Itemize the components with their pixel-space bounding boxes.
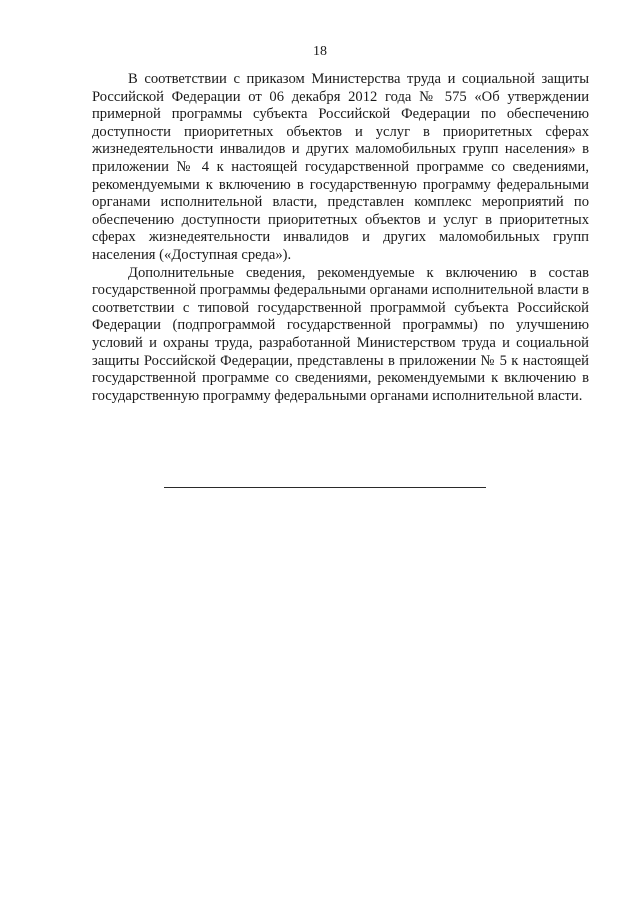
document-body — [92, 71, 589, 405]
page-number: 18 — [313, 44, 327, 59]
paragraph-2: Дополнительные сведения, рекомендуемые к включению в состав государственной программы федеральными органами исполнительной власти в соответствии с типовой государственной программой субъекта Российской Федерации (подпрограммой государственной программы) по улучшению условий и охраны труда, разработанной Министерством труда и социальной защиты Российской Федерации, представлены в приложении № 5 к настоящей государственной программе со сведениями, рекомендуемыми к включению в государственную программу федеральными органами исполнительной власти. — [92, 264, 589, 404]
end-of-text-divider — [164, 487, 486, 488]
paragraph-1: В соответствии с приказом Министерства труда и социальной защиты Российской Федерации от 06 декабря 2012 года № 575 «Об утверждении примерной программы субъекта Российской Федерации по обеспечению доступности приоритетных объектов и услуг в приоритетных сферах жизнедеятельности инвалидов и других маломобильных групп населения» в приложении № 4 к настоящей государственной программе со сведениями, рекомендуемыми к включению в государственную программу федеральными органами исполнительной власти, представлен комплекс мероприятий по обеспечению доступности приоритетных объектов и услуг в приоритетных сферах жизнедеятельности инвалидов и других маломобильных групп населения («Доступная среда»). — [92, 71, 589, 263]
